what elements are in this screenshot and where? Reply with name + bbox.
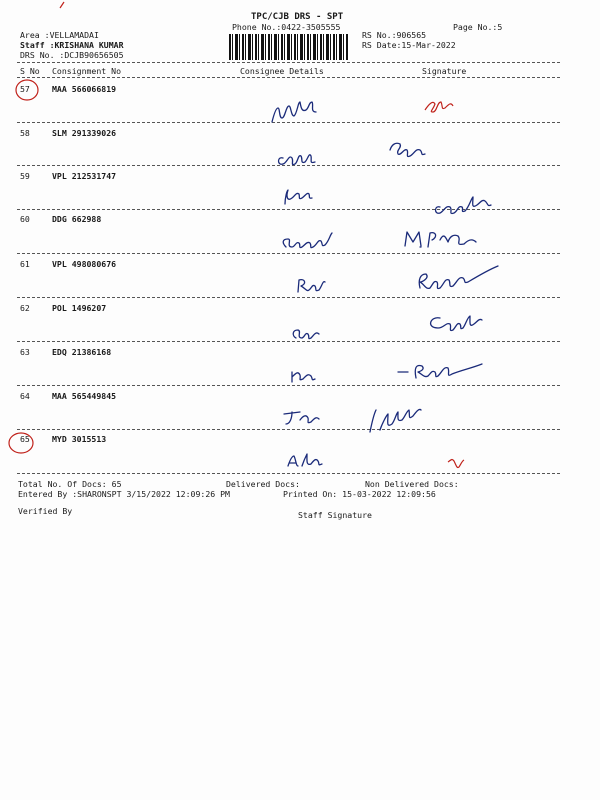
- delivered-docs: Delivered Docs:: [226, 479, 300, 489]
- row-consignment: MAA 566066819: [52, 84, 117, 94]
- row-sno: 62: [20, 303, 30, 313]
- row-sno: 59: [20, 171, 30, 181]
- pen-stroke: [60, 2, 64, 8]
- printed-on: Printed On: 15-03-2022 12:09:56: [283, 489, 436, 499]
- col-consignment: Consignment No: [52, 66, 122, 76]
- table-row: [0, 214, 600, 258]
- verified-by: Verified By: [18, 506, 73, 516]
- total-docs: Total No. Of Docs: 65: [18, 479, 122, 489]
- non-delivered-docs: Non Delivered Docs:: [365, 479, 459, 489]
- doc-title: TPC/CJB DRS - SPT: [251, 12, 344, 22]
- row-sno: 61: [20, 259, 30, 269]
- row-divider: [17, 297, 560, 298]
- col-consignee: Consignee Details: [240, 66, 324, 76]
- row-sno: 60: [20, 214, 30, 224]
- col-sno: S No: [20, 66, 40, 76]
- rs-number: RS No.:906565: [362, 30, 427, 40]
- row-divider: [17, 473, 560, 474]
- entered-by: Entered By :SHARONSPT 3/15/2022 12:09:26 PM: [18, 489, 230, 499]
- row-sno: 58: [20, 128, 30, 138]
- row-consignment: MAA 565449845: [52, 391, 117, 401]
- row-divider: [17, 385, 560, 386]
- row-sno: 57: [20, 84, 30, 94]
- row-sno: 65: [20, 434, 30, 444]
- area-label: Area :VELLAMADAI: [20, 30, 99, 40]
- row-consignment: VPL 498080676: [52, 259, 117, 269]
- row-consignment: EDQ 21386168: [52, 347, 112, 357]
- page-number: Page No.:5: [453, 22, 503, 32]
- row-divider: [17, 209, 560, 210]
- staff-label: Staff :KRISHANA KUMAR: [20, 40, 124, 50]
- row-sno: 64: [20, 391, 30, 401]
- drs-number: DRS No. :DCJB90656505: [20, 50, 124, 60]
- row-divider: [17, 341, 560, 342]
- row-divider: [17, 122, 560, 123]
- divider: [17, 62, 560, 63]
- row-divider: [17, 429, 560, 430]
- staff-signature-label: Staff Signature: [298, 510, 372, 520]
- row-consignment: POL 1496207: [52, 303, 107, 313]
- row-consignment: SLM 291339026: [52, 128, 117, 138]
- table-row: [0, 434, 600, 478]
- row-divider: [17, 165, 560, 166]
- rs-date: RS Date:15-Mar-2022: [362, 40, 456, 50]
- row-consignment: MYD 3015513: [52, 434, 107, 444]
- row-sno: 63: [20, 347, 30, 357]
- divider: [17, 77, 560, 78]
- barcode: [229, 34, 349, 60]
- phone-number: Phone No.:0422-3505555: [232, 22, 341, 32]
- row-divider: [17, 253, 560, 254]
- row-consignment: DDG 662988: [52, 214, 102, 224]
- col-signature: Signature: [422, 66, 467, 76]
- row-consignment: VPL 212531747: [52, 171, 117, 181]
